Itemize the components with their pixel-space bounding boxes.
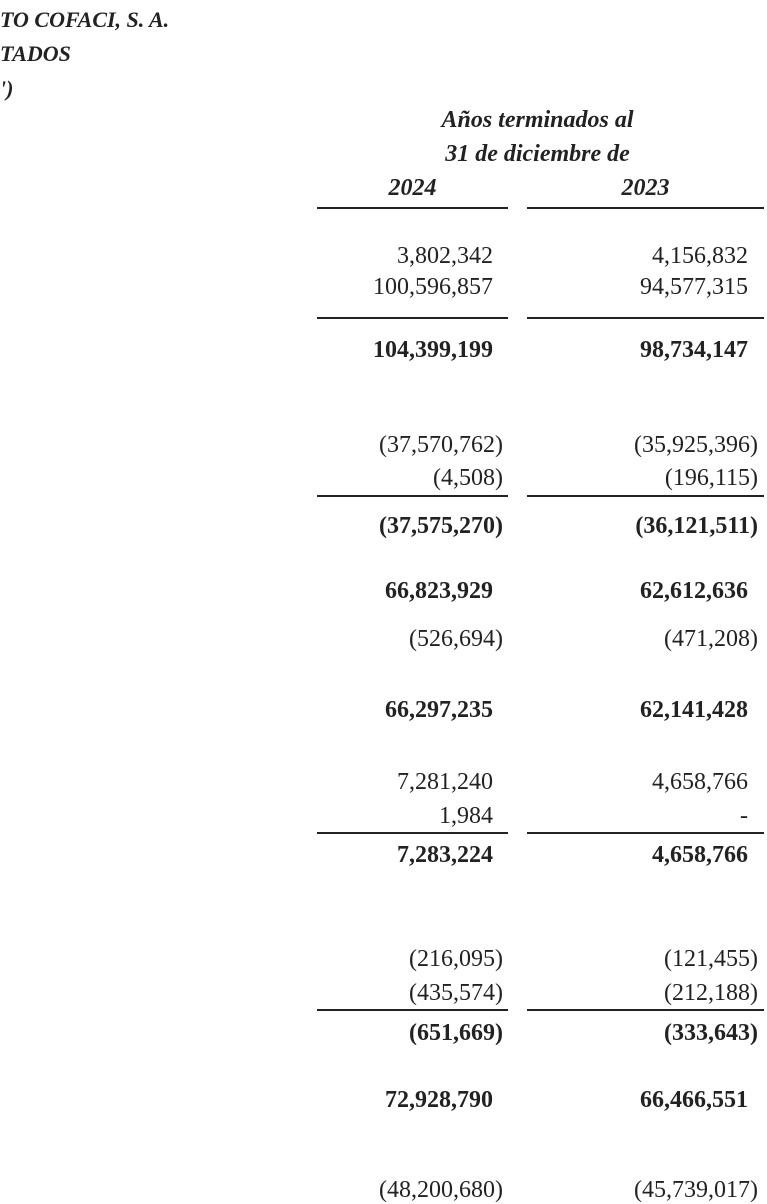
- row-15-total-2023: (333,643): [664, 1020, 758, 1046]
- row-14-value-2024: (435,574): [409, 980, 503, 1006]
- row-4-value-2023: (35,925,396): [634, 432, 758, 458]
- row-13-value-2024: (216,095): [409, 946, 503, 972]
- row-15-total-2024: (651,669): [409, 1020, 503, 1046]
- subtotal-rule-2023: [527, 495, 764, 497]
- row-10-value-2023: 4,658,766: [652, 769, 748, 795]
- subtotal-rule-2024: [317, 317, 508, 319]
- subtotal-rule-2024: [317, 832, 508, 834]
- row-1-value-2024: 3,802,342: [397, 243, 493, 269]
- subtotal-rule-2024: [317, 495, 508, 497]
- header-underline-2024: [317, 207, 508, 209]
- company-name: TO COFACI, S. A.: [0, 7, 170, 32]
- subtotal-rule-2023: [527, 832, 764, 834]
- subtotal-rule-2023: [527, 1009, 764, 1011]
- row-4-value-2024: (37,570,762): [379, 432, 503, 458]
- row-8-value-2023: (471,208): [664, 626, 758, 652]
- row-6-total-2023: (36,121,511): [635, 513, 758, 539]
- row-9-total-2023: 62,141,428: [640, 697, 748, 723]
- row-6-total-2024: (37,575,270): [379, 513, 503, 539]
- row-17-value-2023: (45,739,017): [634, 1177, 758, 1203]
- row-14-value-2023: (212,188): [664, 980, 758, 1006]
- row-5-value-2024: (4,508): [433, 465, 503, 491]
- row-12-total-2023: 4,658,766: [652, 842, 748, 868]
- row-7-total-2023: 62,612,636: [640, 578, 748, 604]
- row-17-value-2024: (48,200,680): [379, 1177, 503, 1203]
- row-11-value-2023: -: [740, 803, 748, 829]
- row-12-total-2024: 7,283,224: [397, 842, 493, 868]
- row-13-value-2023: (121,455): [664, 946, 758, 972]
- header-underline-2023: [527, 207, 764, 209]
- row-8-value-2024: (526,694): [409, 626, 503, 652]
- subtotal-rule-2023: [527, 317, 764, 319]
- row-2-value-2024: 100,596,857: [373, 274, 493, 300]
- currency-note: '): [0, 76, 14, 101]
- subtotal-rule-2024: [317, 1009, 508, 1011]
- row-10-value-2024: 7,281,240: [397, 769, 493, 795]
- statement-title: TADOS: [0, 41, 71, 66]
- row-16-total-2024: 72,928,790: [385, 1087, 493, 1113]
- row-3-total-2024: 104,399,199: [373, 337, 493, 363]
- row-3-total-2023: 98,734,147: [640, 337, 748, 363]
- column-heading-line2: 31 de diciembre de: [445, 141, 630, 167]
- year-2024-header: 2024: [388, 175, 437, 201]
- row-11-value-2024: 1,984: [439, 803, 493, 829]
- year-2023-header: 2023: [621, 175, 670, 201]
- row-1-value-2023: 4,156,832: [652, 243, 748, 269]
- row-16-total-2023: 66,466,551: [640, 1087, 748, 1113]
- row-5-value-2023: (196,115): [664, 465, 758, 491]
- row-2-value-2023: 94,577,315: [640, 274, 748, 300]
- row-9-total-2024: 66,297,235: [385, 697, 493, 723]
- row-7-total-2024: 66,823,929: [385, 578, 493, 604]
- column-heading-line1: Años terminados al: [441, 107, 634, 133]
